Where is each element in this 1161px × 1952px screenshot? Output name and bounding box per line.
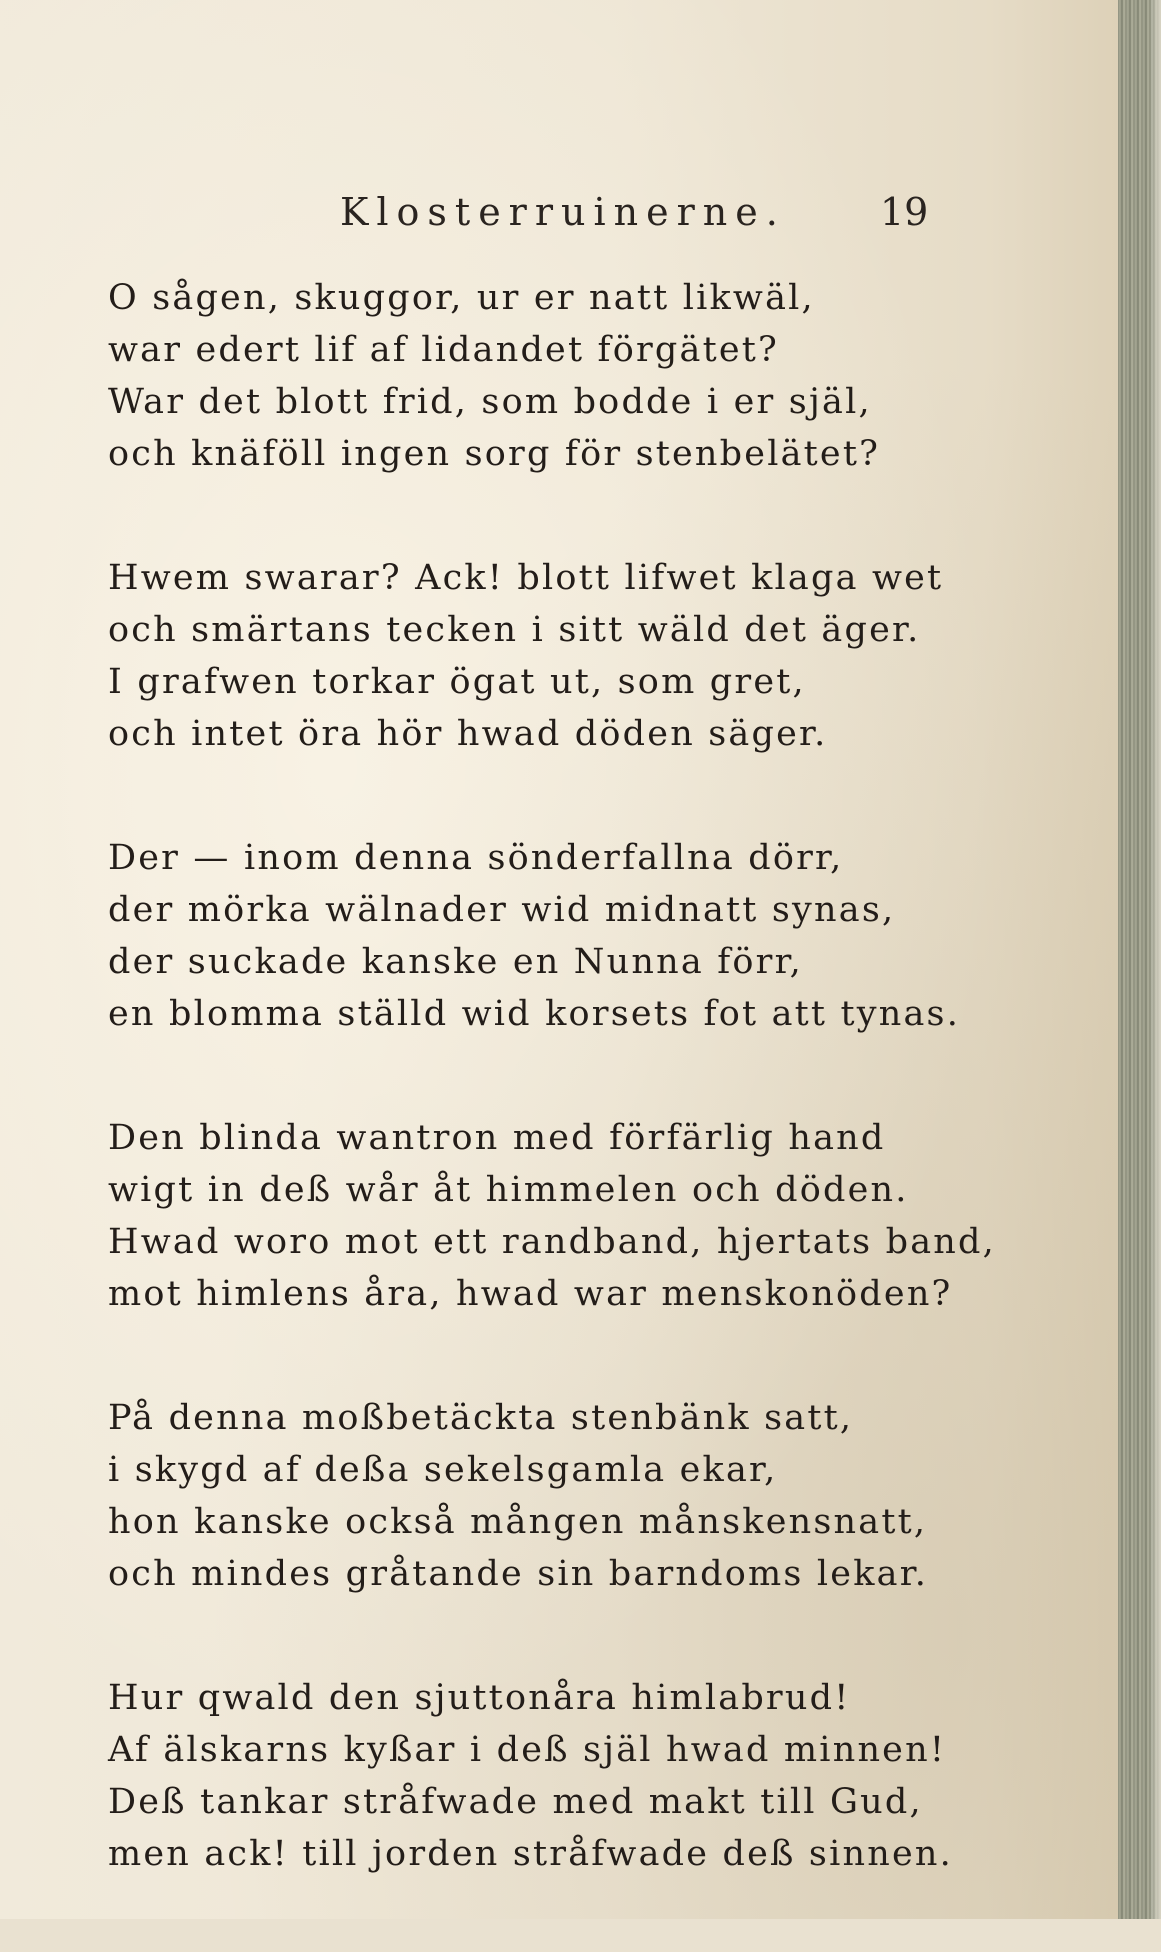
poem-line: O sågen, skuggor, ur er natt likwäl, [108, 278, 815, 318]
poem-line: war edert lif af lidandet förgätet? [108, 330, 779, 370]
poem-line: i skygd af deßa sekelsgamla ekar, [108, 1450, 778, 1490]
stanza-5 [108, 1392, 988, 1600]
poem-line: mot himlens åra, hwad war menskonöden? [108, 1274, 953, 1314]
poem-line: Deß tankar stråfwade med makt till Gud, [108, 1782, 923, 1822]
poem-line: På denna moßbetäckta stenbänk satt, [108, 1398, 854, 1438]
stanza-3 [108, 832, 988, 1040]
page-number: 19 [880, 190, 929, 234]
running-title: Klosterruinerne. [340, 190, 786, 234]
poem-line: I grafwen torkar ögat ut, som gret, [108, 662, 806, 702]
stanza-2 [108, 552, 988, 760]
poem-line: och smärtans tecken i sitt wäld det äger. [108, 610, 921, 650]
poem-line: Af älskarns kyßar i deß själ hwad minnen! [108, 1730, 947, 1770]
poem-line: wigt in deß wår åt himmelen och döden. [108, 1170, 909, 1210]
poem-line: hon kanske också mången månskensnatt, [108, 1502, 928, 1542]
stanza-6 [108, 1672, 988, 1880]
poem-line: Hwem swarar? Ack! blott lifwet klaga wet [108, 558, 944, 598]
poem-line: der mörka wälnader wid midnatt synas, [108, 890, 896, 930]
page-header [0, 190, 1118, 240]
poem-line: der suckade kanske en Nunna förr, [108, 942, 804, 982]
poem-line: Hur qwald den sjuttonåra himlabrud! [108, 1678, 851, 1718]
poem [108, 272, 996, 1952]
poem-line: och mindes gråtande sin barndoms lekar. [108, 1554, 929, 1594]
stanza-1 [108, 272, 988, 480]
poem-line: Hwad woro mot ett randband, hjertats band, [108, 1222, 996, 1262]
poem-line: en blomma ställd wid korsets fot att tynas. [108, 994, 961, 1034]
poem-line: men ack! till jorden stråfwade deß sinnen. [108, 1834, 953, 1874]
poem-line: och intet öra hör hwad döden säger. [108, 714, 828, 754]
page-block-edge [1118, 0, 1161, 1919]
poem-line: och knäföll ingen sorg för stenbelätet? [108, 434, 881, 474]
poem-line: War det blott frid, som bodde i er själ, [108, 382, 872, 422]
poem-line: Den blinda wantron med förfärlig hand [108, 1118, 886, 1158]
poem-line: Der — inom denna sönderfallna dörr, [108, 838, 844, 878]
stanza-4 [108, 1112, 996, 1320]
